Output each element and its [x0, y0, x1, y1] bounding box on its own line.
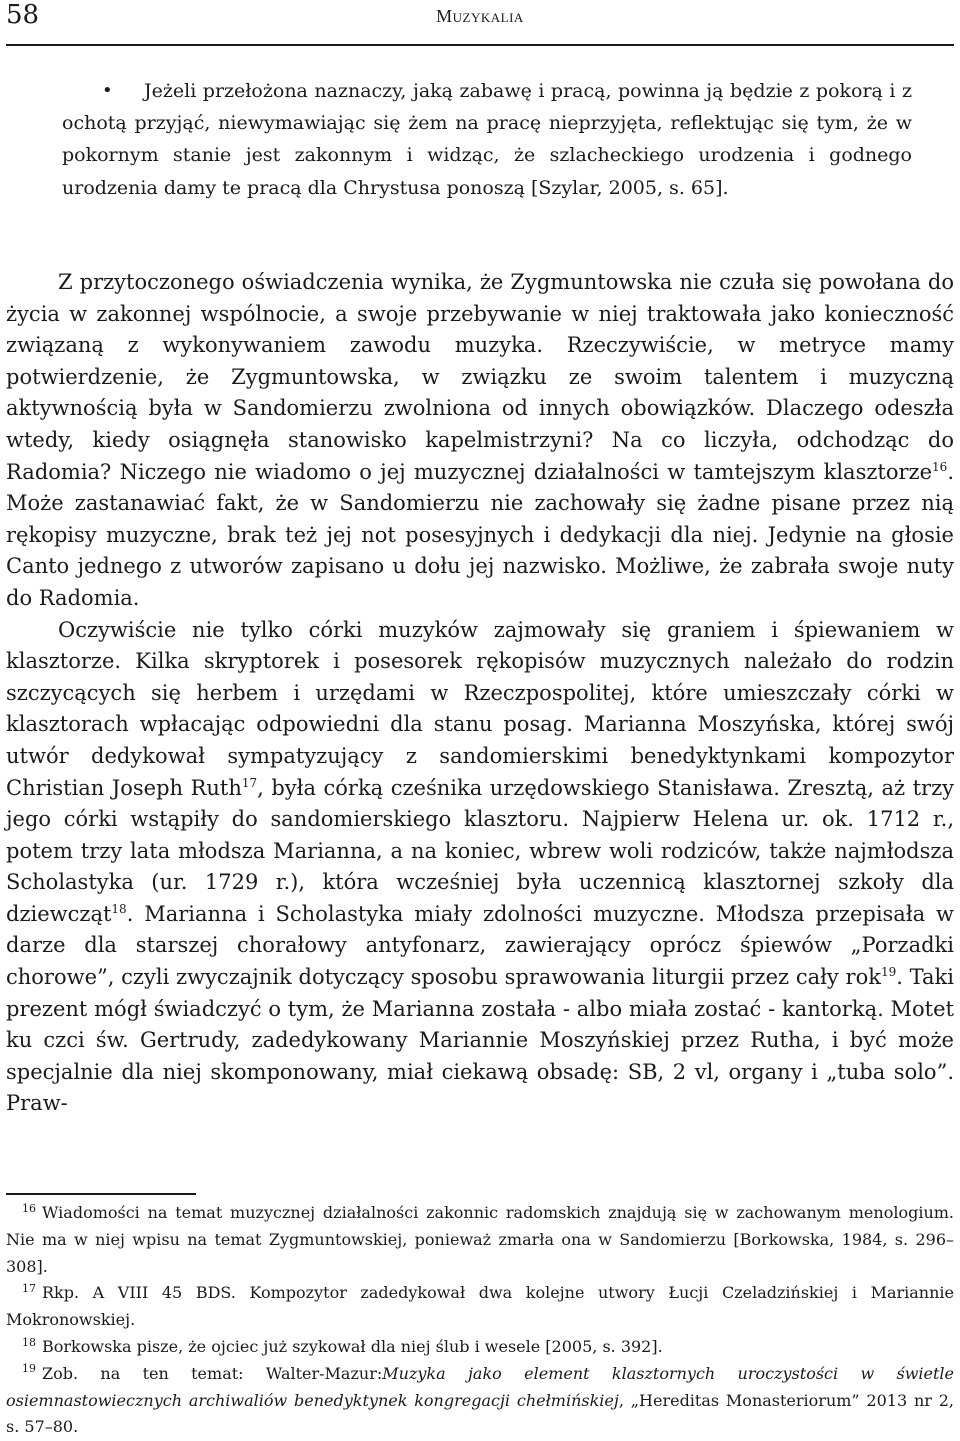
footnote-number: 18 — [22, 1335, 36, 1349]
running-head: Muzykalia — [436, 6, 524, 26]
footnote-ref-17[interactable]: 17 — [241, 775, 258, 790]
footnote-16 — [6, 1200, 954, 1280]
footnote-text-pre: Zob. na ten temat: Walter-Mazur: — [42, 1363, 383, 1383]
footnote-ref-18[interactable]: 18 — [111, 901, 127, 916]
footnote-ref-19[interactable]: 19 — [880, 965, 897, 980]
paragraph-2-part-a: Oczywiście nie tylko córki muzyków zajmowały się graniem i śpiewaniem w klasztorze. Kilka skryptorek i posesorek rękopisów muzycznych należało do rodzin szczycących się herbem i urzędami w Rzeczpospolitej, które umieszczały córki w klasztorach wpłacając odpowiedni dla stanu posag. Marianna Moszyńska, której swój utwór dedykował sympatyzujący z sandomierskimi benedyktynkami kompozytor Christian Joseph Ruth — [6, 617, 954, 800]
page-number: 58 — [6, 0, 40, 30]
paragraph-2-part-d: . Taki prezent mógł świadczyć o tym, że Marianna została - albo miała zostać - kantorką. Motet ku czci św. Gertrudy, zadedykowany Mariannie Moszyńskiej przez Rutha, i być może specjalnie dla niej skomponowany, miał ciekawą obsadę: SB, 2 vl, organy i „tuba solo”. Praw- — [6, 965, 954, 1116]
footnote-text: Wiadomości na temat muzycznej działalności zakonnic radomskich znajdują się w zachowanym menologium. Nie ma w niej wpisu na temat Zygmuntowskiej, ponieważ zmarła ona w Sandomierzu [Borkowska, 1984, s. 296–308]. — [6, 1203, 954, 1276]
paragraph-2-part-b: , była córką cześnika urzędowskiego Stanisława. Zresztą, aż trzy jego córki wstąpiły do sandomierskiego klasztoru. Najpierw Helena ur. ok. 1712 r., potem trzy lata młodsza Marianna, a na koniec, wbrew woli rodziców, także najmłodsza Scholastyka (ur. 1729 r.), która wcześniej była uczennicą klasztornej szkoły dla dziewcząt — [6, 775, 954, 926]
paragraph-1-part-b: . Może zastanawiać fakt, że w Sandomierzu nie zachowały się żadne pisane przez nią rękopisy muzyczne, brak też jej not posesyjnych i dedykacji dla niej. Jedynie na głosie Canto jednego z utworów zapisano u dołu jej nazwisko. Możliwe, że zabrała swoje nuty do Radomia. — [6, 459, 954, 610]
paragraph-1-part-a: Z przytoczonego oświadczenia wynika, że Zygmuntowska nie czuła się powołana do życia w zakonnej wspólnocie, a swoje przebywanie w niej traktowała jako konieczność związaną z wykonywaniem zawodu muzyka. Rzeczywiście, w metryce mamy potwierdzenie, że Zygmuntowska, w związku ze swoim talentem i muzyczną aktywnością była w Sandomierzu zwolniona od innych obowiązków. Dlaczego odeszła wtedy, kiedy osiągnęła stanowisko kapelmistrzyni? Na co liczyła, odchodząc do Radomia? Niczego nie wiadomo o jej muzycznej działalności w tamtejszym klasztorze — [6, 270, 954, 484]
block-quote — [62, 75, 912, 204]
footnote-ref-16[interactable]: 16 — [932, 459, 948, 474]
footnote-title-italic: Muzyka jako element klasztornych uroczystości w świetle osiemnastowiecznych archiwaliów benedyktynek kongregacji chełmińskiej — [6, 1363, 954, 1410]
paragraph-2 — [6, 615, 954, 1121]
page-header — [6, 0, 954, 44]
bullet-icon: • — [102, 80, 113, 101]
footnote-17 — [6, 1280, 954, 1334]
footnotes — [6, 1200, 954, 1441]
footnote-text-post: , „Hereditas Monasteriorum” 2013 nr 2, s. 57–80. — [6, 1390, 954, 1437]
paragraph-2-part-c: . Marianna i Scholastyka miały zdolności muzyczne. Młodsza przepisała w darze dla starszej chorałowy antyfonarz, zawierający oprócz śpiewów „Porzadki chorowe”, czyli zwyczajnik dotyczący sposobu sprawowania liturgii przez cały rok — [6, 901, 954, 990]
footnote-number: 16 — [22, 1201, 36, 1215]
body-text — [6, 267, 954, 1120]
footnote-text: Borkowska pisze, że ojciec już szykował dla niej ślub i wesele [2005, s. 392]. — [42, 1336, 663, 1356]
footnote-18 — [6, 1334, 954, 1361]
footnote-text: Rkp. A VIII 45 BDS. Kompozytor zadedykował dwa kolejne utwory Łucji Czeladzińskiej i Mariannie Mokronowskiej. — [6, 1283, 954, 1330]
footnote-rule — [6, 1193, 196, 1195]
footnote-number: 19 — [22, 1362, 36, 1376]
quote-text: Jeżeli przełożona naznaczy, jaką zabawę i pracą, powinna ją będzie z pokorą i z ochotą przyjąć, niewymawiając się żem na pracę nieprzyjęta, reflektując się tym, że w pokornym stanie jest zakonnym i widząc, że szlacheckiego urodzenia i godnego urodzenia damy te pracą dla Chrystusa ponoszą [Szylar, 2005, s. 65]. — [62, 80, 912, 199]
footnote-19 — [6, 1361, 954, 1441]
header-rule — [6, 44, 954, 46]
paragraph-1 — [6, 267, 954, 615]
footnote-number: 17 — [22, 1282, 36, 1296]
